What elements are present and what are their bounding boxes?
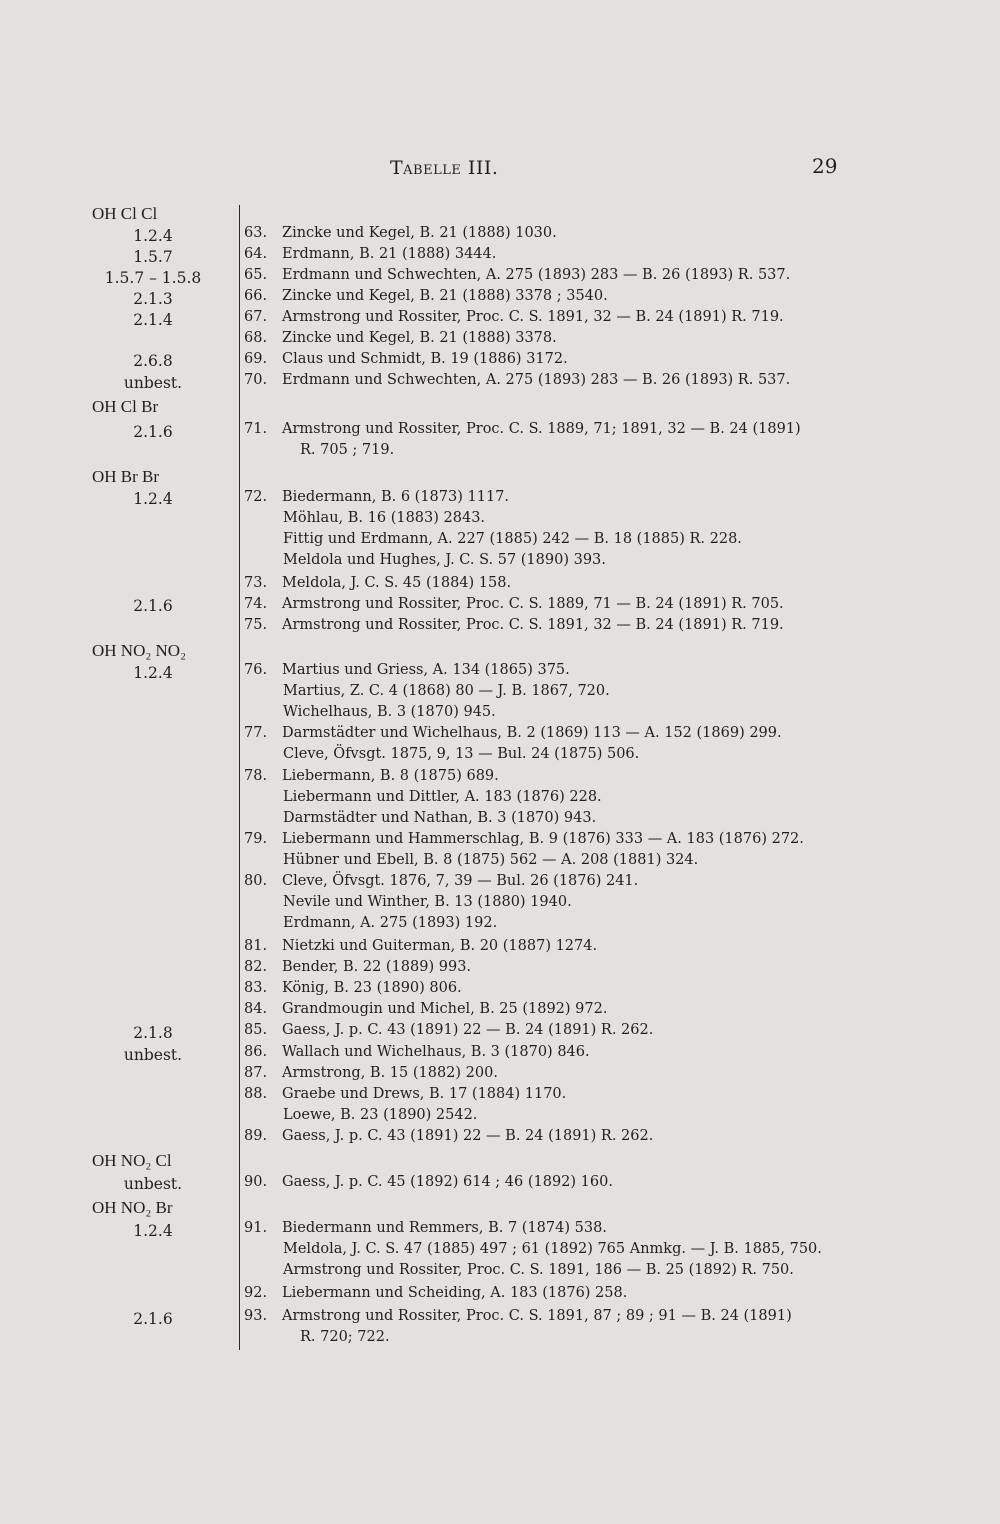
reference-entry xyxy=(244,1307,792,1325)
reference-number: 67. xyxy=(244,309,268,325)
reference-entry xyxy=(244,1043,590,1061)
reference-entry xyxy=(244,287,608,305)
reference-text: Wichelhaus, B. 3 (1870) 945. xyxy=(283,704,496,720)
reference-text: R. 705 ; 719. xyxy=(300,442,395,458)
reference-text: Bender, B. 22 (1889) 993. xyxy=(282,959,472,975)
reference-text: Meldola, J. C. S. 47 (1885) 497 ; 61 (1892) 765 Anmkg. — J. B. 1885, 750. xyxy=(283,1241,822,1257)
position-label: 1.2.4 xyxy=(133,1222,173,1240)
reference-number: 84. xyxy=(244,1001,268,1017)
position-label: unbest. xyxy=(123,1046,183,1064)
position-label: 1.5.7 xyxy=(133,248,173,266)
reference-text: Martius, Z. C. 4 (1868) 80 — J. B. 1867, 720. xyxy=(283,683,610,699)
reference-number: 86. xyxy=(244,1044,268,1060)
compound-group-heading: OH NO₂ Br xyxy=(92,1198,173,1217)
position-label: 2.1.6 xyxy=(133,423,173,441)
reference-entry xyxy=(283,914,497,932)
reference-text: Gaess, J. p. C. 45 (1892) 614 ; 46 (1892) 160. xyxy=(282,1174,613,1190)
reference-entry xyxy=(244,767,499,785)
position-label: 2.1.3 xyxy=(133,290,173,308)
reference-text: Wallach und Wichelhaus, B. 3 (1870) 846. xyxy=(282,1044,590,1060)
position-label: 1.5.7 – 1.5.8 xyxy=(104,269,202,287)
column-divider xyxy=(239,205,240,1350)
position-label: 2.1.4 xyxy=(133,311,173,329)
reference-entry xyxy=(244,830,804,848)
position-label: 1.2.4 xyxy=(133,490,173,508)
reference-entry xyxy=(244,616,784,634)
reference-entry xyxy=(283,703,496,721)
reference-text: Martius und Griess, A. 134 (1865) 375. xyxy=(282,662,570,678)
reference-number: 71. xyxy=(244,421,268,437)
reference-entry xyxy=(244,1219,607,1237)
reference-entry xyxy=(283,530,742,548)
reference-entry xyxy=(244,724,782,742)
compound-group-heading: OH Br Br xyxy=(92,467,160,486)
compound-group-heading: OH NO₂ Cl xyxy=(92,1151,172,1170)
reference-number: 81. xyxy=(244,938,268,954)
reference-number: 74. xyxy=(244,596,268,612)
reference-text: Erdmann, B. 21 (1888) 3444. xyxy=(282,246,497,262)
reference-number: 77. xyxy=(244,725,268,741)
table-title: Tabelle III. xyxy=(390,157,499,179)
reference-entry xyxy=(244,1000,607,1018)
reference-entry xyxy=(244,1021,653,1039)
reference-text: Loewe, B. 23 (1890) 2542. xyxy=(283,1107,478,1123)
reference-text: Möhlau, B. 16 (1883) 2843. xyxy=(283,510,486,526)
reference-number: 65. xyxy=(244,267,268,283)
reference-number: 92. xyxy=(244,1285,268,1301)
reference-number: 72. xyxy=(244,489,268,505)
reference-text: Liebermann, B. 8 (1875) 689. xyxy=(282,768,499,784)
position-label: unbest. xyxy=(123,1175,183,1193)
reference-text: Zincke und Kegel, B. 21 (1888) 3378 ; 3540. xyxy=(282,288,608,304)
reference-entry xyxy=(244,245,496,263)
reference-entry xyxy=(283,1106,477,1124)
reference-entry xyxy=(300,441,394,459)
reference-number: 85. xyxy=(244,1022,268,1038)
reference-text: Armstrong und Rossiter, Proc. C. S. 1891, 186 — B. 25 (1892) R. 750. xyxy=(283,1262,794,1278)
reference-entry xyxy=(244,1127,653,1145)
reference-text: Nevile und Winther, B. 13 (1880) 1940. xyxy=(283,894,572,910)
reference-text: Liebermann und Scheiding, A. 183 (1876) 258. xyxy=(282,1285,628,1301)
reference-text: König, B. 23 (1890) 806. xyxy=(282,980,462,996)
reference-text: Erdmann, A. 275 (1893) 192. xyxy=(283,915,498,931)
reference-number: 79. xyxy=(244,831,268,847)
reference-number: 63. xyxy=(244,225,268,241)
reference-text: Armstrong und Rossiter, Proc. C. S. 1891, 32 — B. 24 (1891) R. 719. xyxy=(282,309,784,325)
reference-text: R. 720; 722. xyxy=(300,1329,390,1345)
reference-number: 89. xyxy=(244,1128,268,1144)
reference-number: 80. xyxy=(244,873,268,889)
reference-entry xyxy=(244,420,801,438)
reference-text: Armstrong, B. 15 (1882) 200. xyxy=(282,1065,498,1081)
reference-entry xyxy=(283,1240,822,1258)
position-label: 2.6.8 xyxy=(133,352,173,370)
reference-text: Hübner und Ebell, B. 8 (1875) 562 — A. 208 (1881) 324. xyxy=(283,852,699,868)
reference-entry xyxy=(244,595,784,613)
reference-number: 83. xyxy=(244,980,268,996)
position-label: 2.1.8 xyxy=(133,1024,173,1042)
reference-number: 91. xyxy=(244,1220,268,1236)
compound-group-heading: OH NO₂ NO₂ xyxy=(92,641,187,660)
reference-entry xyxy=(283,851,698,869)
reference-number: 87. xyxy=(244,1065,268,1081)
reference-text: Cleve, Öfvsgt. 1876, 7, 39 — Bul. 26 (1876) 241. xyxy=(282,873,639,889)
reference-entry xyxy=(244,979,462,997)
reference-number: 90. xyxy=(244,1174,268,1190)
reference-number: 78. xyxy=(244,768,268,784)
reference-text: Liebermann und Hammerschlag, B. 9 (1876) 333 — A. 183 (1876) 272. xyxy=(282,831,804,847)
position-label: 1.2.4 xyxy=(133,227,173,245)
reference-text: Liebermann und Dittler, A. 183 (1876) 228. xyxy=(283,789,602,805)
reference-text: Armstrong und Rossiter, Proc. C. S. 1889, 71; 1891, 32 — B. 24 (1891) xyxy=(282,421,801,437)
reference-entry xyxy=(283,893,572,911)
reference-text: Grandmougin und Michel, B. 25 (1892) 972. xyxy=(282,1001,608,1017)
reference-number: 69. xyxy=(244,351,268,367)
reference-number: 64. xyxy=(244,246,268,262)
position-label: unbest. xyxy=(123,374,183,392)
reference-entry xyxy=(244,1085,566,1103)
reference-text: Nietzki und Guiterman, B. 20 (1887) 1274. xyxy=(282,938,598,954)
reference-text: Zincke und Kegel, B. 21 (1888) 1030. xyxy=(282,225,557,241)
reference-entry xyxy=(244,872,638,890)
compound-group-heading: OH Cl Cl xyxy=(92,204,158,223)
reference-text: Armstrong und Rossiter, Proc. C. S. 1889, 71 — B. 24 (1891) R. 705. xyxy=(282,596,784,612)
reference-entry xyxy=(300,1328,390,1346)
reference-text: Darmstädter und Wichelhaus, B. 2 (1869) 113 — A. 152 (1869) 299. xyxy=(282,725,782,741)
reference-number: 93. xyxy=(244,1308,268,1324)
reference-text: Erdmann und Schwechten, A. 275 (1893) 283 — B. 26 (1893) R. 537. xyxy=(282,372,791,388)
page-number: 29 xyxy=(812,154,838,178)
reference-text: Biedermann, B. 6 (1873) 1117. xyxy=(282,489,510,505)
reference-entry xyxy=(244,958,471,976)
reference-text: Fittig und Erdmann, A. 227 (1885) 242 — B. 18 (1885) R. 228. xyxy=(283,531,742,547)
reference-text: Meldola, J. C. S. 45 (1884) 158. xyxy=(282,575,512,591)
position-label: 2.1.6 xyxy=(133,1310,173,1328)
reference-entry xyxy=(244,329,557,347)
reference-text: Darmstädter und Nathan, B. 3 (1870) 943. xyxy=(283,810,597,826)
reference-text: Armstrong und Rossiter, Proc. C. S. 1891, 87 ; 89 ; 91 — B. 24 (1891) xyxy=(282,1308,792,1324)
reference-entry xyxy=(244,661,570,679)
position-label: 2.1.6 xyxy=(133,597,173,615)
reference-text: Gaess, J. p. C. 43 (1891) 22 — B. 24 (1891) R. 262. xyxy=(282,1128,654,1144)
reference-text: Cleve, Öfvsgt. 1875, 9, 13 — Bul. 24 (1875) 506. xyxy=(283,746,640,762)
reference-text: Erdmann und Schwechten, A. 275 (1893) 283 — B. 26 (1893) R. 537. xyxy=(282,267,791,283)
reference-entry xyxy=(244,266,790,284)
reference-number: 75. xyxy=(244,617,268,633)
reference-entry xyxy=(244,488,509,506)
reference-number: 82. xyxy=(244,959,268,975)
reference-entry xyxy=(283,682,610,700)
reference-number: 66. xyxy=(244,288,268,304)
reference-text: Biedermann und Remmers, B. 7 (1874) 538. xyxy=(282,1220,607,1236)
reference-text: Gaess, J. p. C. 43 (1891) 22 — B. 24 (1891) R. 262. xyxy=(282,1022,654,1038)
reference-number: 68. xyxy=(244,330,268,346)
reference-entry xyxy=(244,308,784,326)
reference-entry xyxy=(283,509,485,527)
reference-text: Graebe und Drews, B. 17 (1884) 1170. xyxy=(282,1086,567,1102)
reference-entry xyxy=(244,1173,613,1191)
reference-text: Meldola und Hughes, J. C. S. 57 (1890) 393. xyxy=(283,552,606,568)
reference-entry xyxy=(244,574,511,592)
reference-entry xyxy=(244,1284,627,1302)
reference-entry xyxy=(244,371,790,389)
reference-entry xyxy=(283,809,596,827)
reference-number: 73. xyxy=(244,575,268,591)
reference-entry xyxy=(244,224,557,242)
reference-entry xyxy=(244,350,568,368)
reference-text: Zincke und Kegel, B. 21 (1888) 3378. xyxy=(282,330,557,346)
reference-entry xyxy=(244,1064,498,1082)
reference-number: 88. xyxy=(244,1086,268,1102)
reference-entry xyxy=(283,551,606,569)
compound-group-heading: OH Cl Br xyxy=(92,397,159,416)
position-label: 1.2.4 xyxy=(133,664,173,682)
reference-text: Claus und Schmidt, B. 19 (1886) 3172. xyxy=(282,351,568,367)
reference-entry xyxy=(283,745,639,763)
reference-entry xyxy=(244,937,597,955)
reference-text: Armstrong und Rossiter, Proc. C. S. 1891, 32 — B. 24 (1891) R. 719. xyxy=(282,617,784,633)
reference-entry xyxy=(283,788,602,806)
reference-number: 70. xyxy=(244,372,268,388)
reference-entry xyxy=(283,1261,794,1279)
reference-number: 76. xyxy=(244,662,268,678)
